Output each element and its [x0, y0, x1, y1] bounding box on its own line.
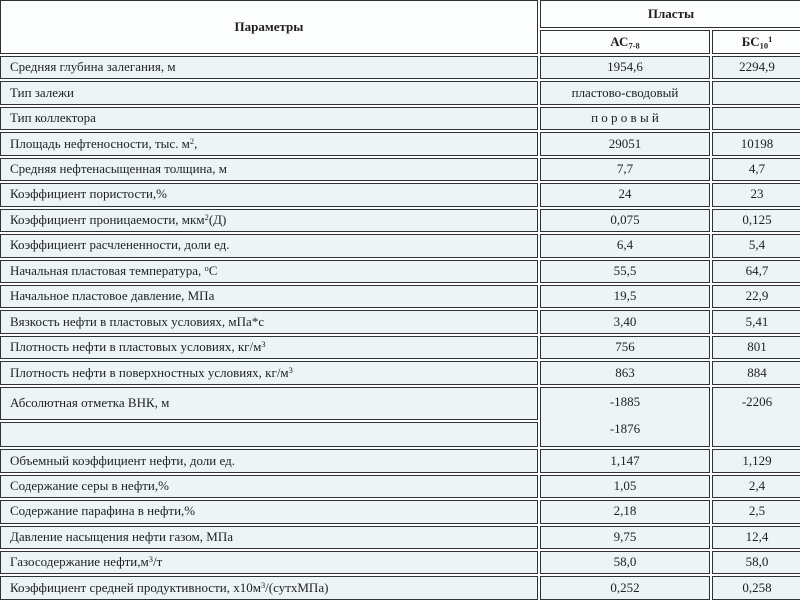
header-cell-plasty: Пласты — [540, 0, 800, 28]
value-cell-bs: 58,0 — [712, 551, 800, 574]
value-cell-bs: 12,4 — [712, 526, 800, 549]
value-cell-as: 3,40 — [540, 310, 710, 333]
value-cell-as: 19,5 — [540, 285, 710, 308]
param-label-cell: Абсолютная отметка ВНК, м — [0, 387, 538, 421]
value-cell-as: 58,0 — [540, 551, 710, 574]
table-row — [0, 336, 800, 359]
param-label-cell: Коэффициент средней продуктивности, $х10м^3/(сутхМПа)$ — [0, 576, 538, 600]
param-label-cell-empty — [0, 422, 538, 447]
header-cell-as7-8: $АС_{7-8}$ — [540, 30, 710, 54]
param-label-cell: Объемный коэффициент нефти, доли ед. — [0, 449, 538, 472]
value-cell-bs: 4,7 — [712, 158, 800, 181]
param-label-cell: Плотность нефти в поверхностных условиях, $кг/м^3$ — [0, 361, 538, 384]
value-cell-bs: 10198 — [712, 132, 800, 155]
table-row — [0, 260, 800, 283]
value-cell-bs: 884 — [712, 361, 800, 384]
table-row — [0, 183, 800, 206]
param-label-cell: Плотность нефти в пластовых условиях, $кг/м^3$ — [0, 336, 538, 359]
value-cell-as: 1,147 — [540, 449, 710, 472]
value-cell-as: 7,7 — [540, 158, 710, 181]
table-row — [0, 285, 800, 308]
header-cell-bs10-1: $БС_{10}^1$ — [712, 30, 800, 54]
table-row — [0, 234, 800, 257]
table-row — [0, 107, 800, 130]
value-cell-as: 0,252 — [540, 576, 710, 600]
table-row — [0, 132, 800, 155]
table-row — [0, 551, 800, 574]
value-cell-bs: 1,129 — [712, 449, 800, 472]
param-label-cell: Вязкость нефти в пластовых условиях, мПа*с — [0, 310, 538, 333]
value-cell-as: 6,4 — [540, 234, 710, 257]
table-row — [0, 361, 800, 384]
table-row-vnk — [0, 387, 800, 421]
vnk-value-line1: -1885 — [609, 393, 641, 409]
table-row — [0, 158, 800, 181]
value-cell-as-vnk — [540, 387, 710, 448]
param-label-cell: Средняя нефтенасыщенная толщина, м — [0, 158, 538, 181]
param-label-cell: Газосодержание $нефти,м^3/т$ — [0, 551, 538, 574]
value-cell-bs — [712, 107, 800, 130]
value-cell-as: пластово-сводовый — [540, 81, 710, 104]
value-cell-bs: 5,4 — [712, 234, 800, 257]
value-cell-bs: 2,5 — [712, 500, 800, 523]
value-cell-as: 29051 — [540, 132, 710, 155]
param-label-cell: Коэффициент пористости,% — [0, 183, 538, 206]
table-row — [0, 475, 800, 498]
table-row — [0, 576, 800, 600]
param-label-cell: Содержание серы в нефти,% — [0, 475, 538, 498]
value-cell-bs: 64,7 — [712, 260, 800, 283]
table-row — [0, 526, 800, 549]
value-cell-as: 0,075 — [540, 209, 710, 232]
value-cell-bs-vnk — [712, 387, 800, 448]
value-cell-bs: 2,4 — [712, 475, 800, 498]
table-row — [0, 209, 800, 232]
param-label-cell: Тип залежи — [0, 81, 538, 104]
value-cell-bs — [712, 81, 800, 104]
value-cell-as: 2,18 — [540, 500, 710, 523]
value-cell-as: 863 — [540, 361, 710, 384]
param-label-cell: Начальное пластовое давление, МПа — [0, 285, 538, 308]
param-label-cell: Начальная пластовая температура, $^о$С — [0, 260, 538, 283]
param-label-cell: Площадь нефтеносности, тыс. $м^2$, — [0, 132, 538, 155]
param-label-cell: Содержание парафина в нефти,% — [0, 500, 538, 523]
vnk-value-line2: -1876 — [609, 421, 641, 437]
value-cell-as: 1954,6 — [540, 56, 710, 79]
param-label-cell: Коэффициент проницаемости, мкм$^2$(Д) — [0, 209, 538, 232]
value-cell-bs: 23 — [712, 183, 800, 206]
value-cell-as: 9,75 — [540, 526, 710, 549]
table-row — [0, 56, 800, 79]
table-row — [0, 310, 800, 333]
value-cell-as: п о р о в ы й — [540, 107, 710, 130]
value-cell-as: 24 — [540, 183, 710, 206]
header-cell-parameters: Параметры — [0, 0, 538, 54]
value-cell-as: 1,05 — [540, 475, 710, 498]
value-cell-as: 756 — [540, 336, 710, 359]
value-cell-bs: 22,9 — [712, 285, 800, 308]
vnk-value-bs: -2206 — [741, 393, 773, 409]
value-cell-bs: 2294,9 — [712, 56, 800, 79]
table-row — [0, 449, 800, 472]
value-cell-as: 55,5 — [540, 260, 710, 283]
param-label-cell: Давление насыщения нефти газом, МПа — [0, 526, 538, 549]
header-row-group — [0, 0, 800, 28]
value-cell-bs: 801 — [712, 336, 800, 359]
table-row — [0, 81, 800, 104]
value-cell-bs: 0,125 — [712, 209, 800, 232]
value-cell-bs: 0,258 — [712, 576, 800, 600]
param-label-cell: Коэффициент расчлененности, доли ед. — [0, 234, 538, 257]
param-label-cell: Тип коллектора — [0, 107, 538, 130]
value-cell-bs: 5,41 — [712, 310, 800, 333]
param-label-cell: Средняя глубина залегания, м — [0, 56, 538, 79]
table-row — [0, 500, 800, 523]
